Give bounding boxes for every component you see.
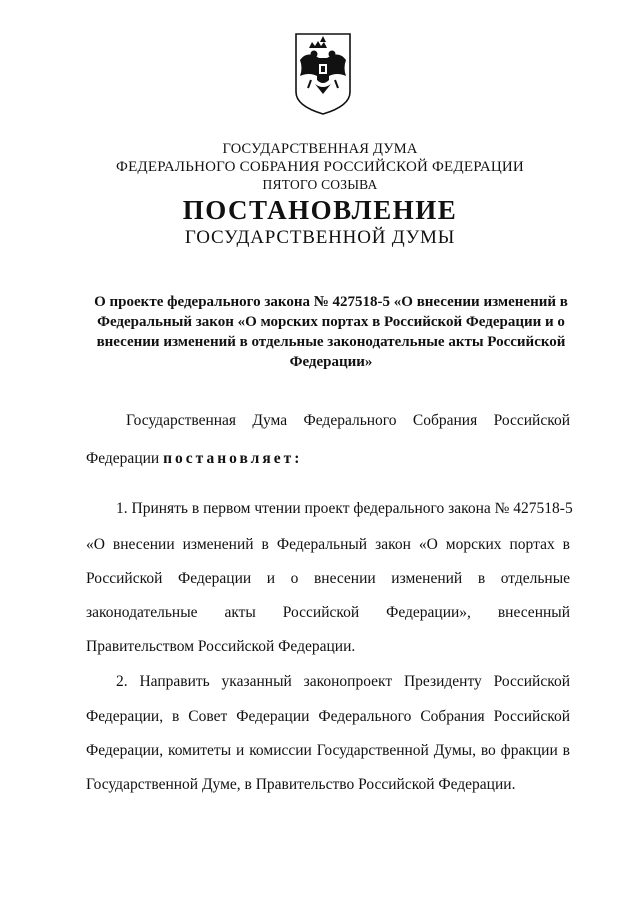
subject-line: Федеральный закон «О морских портах в Российской Федерации и о <box>97 314 565 330</box>
paragraph-line: «О внесении изменений в Федеральный закон «О морских портах в <box>86 536 570 553</box>
paragraph-line: законодательные акты Российской Федерации», внесенный <box>86 604 570 621</box>
paragraph-line: Российской Федерации и о внесении изменений в отдельные <box>86 570 570 587</box>
org-name-line-2: ФЕДЕРАЛЬНОГО СОБРАНИЯ РОССИЙСКОЙ ФЕДЕРАЦИИ <box>116 159 524 175</box>
preamble-resolves: постановляет: <box>163 450 303 467</box>
paragraph-line: 2. Направить указанный законопроект Президенту Российской <box>116 673 570 690</box>
paragraph-line: 1. Принять в первом чтении проект федерального закона № 427518-5 <box>116 500 573 517</box>
paragraph-line: Федерации, в Совет Федерации Федерального Собрания Российской <box>86 708 570 725</box>
preamble-start: Федерации <box>86 450 160 467</box>
subject-line: О проекте федерального закона № 427518-5 «О внесении изменений в <box>94 294 568 310</box>
russian-coat-of-arms-icon <box>293 32 353 116</box>
paragraph-line: Государственной Думе, в Правительство Российской Федерации. <box>86 776 516 793</box>
document-title: ПОСТАНОВЛЕНИЕ <box>182 195 458 225</box>
subject-line: Федерации» <box>289 354 373 370</box>
paragraph-line: Федерации, комитеты и комиссии Государственной Думы, во фракции в <box>86 742 570 759</box>
preamble-line-1: Государственная Дума Федерального Собрания Российской <box>126 412 570 429</box>
org-name-line-1: ГОСУДАРСТВЕННАЯ ДУМА <box>222 141 418 157</box>
document-subject <box>86 292 576 372</box>
subject-line: внесении изменений в отдельные законодательные акты Российской <box>96 334 566 350</box>
convocation-line: ПЯТОГО СОЗЫВА <box>262 177 378 192</box>
preamble-line-2 <box>86 450 570 468</box>
document-subtitle: ГОСУДАРСТВЕННОЙ ДУМЫ <box>184 227 456 248</box>
paragraph-line: Правительством Российской Федерации. <box>86 638 356 655</box>
